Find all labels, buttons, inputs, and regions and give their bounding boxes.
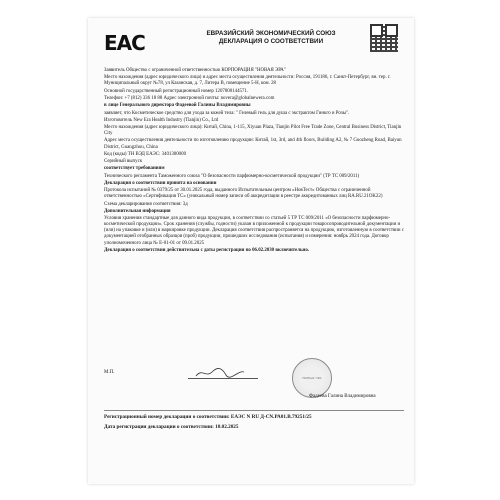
additional-title: Дополнительная информация — [104, 208, 171, 214]
qr-code-icon — [370, 24, 398, 52]
registration-number-row — [104, 414, 404, 421]
applicant-representative: в лице Генерального директора Фадеевой Галины Владимировны — [104, 103, 251, 109]
applicant-section — [104, 68, 404, 255]
header-document-title: ДЕКЛАРАЦИЯ О СООТВЕТСТВИИ — [218, 38, 324, 45]
header-union-title: ЕВРАЗИЙСКИЙ ЭКОНОМИЧЕСКИЙ СОЮЗ — [206, 30, 336, 37]
applicant-ogrn: Основной государственный регистрационный номер 1207800144571. — [104, 88, 249, 94]
scheme-text: Схема декларирования соответствия: 3д — [104, 201, 188, 207]
basis-text: Протокола испытаний № 0379/25 от 30.01.2025 года, выданного Испытательным центром «НовТест» Общества с ограниченной ответственностью «Сертификация ТС» (уникальный номер записи об аккредитации в реестре аккредитованных лиц RA.RU.21OK22) — [104, 188, 383, 200]
applicant-address: Место нахождения (адрес юридического лица) и адрес места осуществления деятельности: Россия, 191186, г. Санкт-Петербург, вн. тер. г. Муниципальный округ №78, ул Казанская, д. 7, Литера В, помещение 5-Н, ком. 28 — [104, 75, 391, 87]
tnved-code: Код (коды) ТН ВЭД ЕАЭС: 3401300000 — [104, 151, 187, 157]
eac-logo: EAC — [104, 31, 145, 55]
registration-number-label: Регистрационный номер декларации о соответствии: — [104, 414, 230, 420]
stamp-text: НОВАЯ ЭРА — [302, 375, 322, 380]
registration-date-label: Дата регистрации декларации о соответствии: — [104, 424, 214, 430]
validity-text: Декларация о соответствии действительна с даты регистрации по 06.02.2030 включительно. — [104, 247, 310, 253]
manufacturer-address: Место нахождения (адрес юридического лица): Китай, China, 1-115, Xiyuan Plaza, Tianjin Pilot Free Trade Zone, Central Business District, Tianjin City — [104, 125, 402, 137]
product-declaration: заявляет, что Косметическое средство для ухода за кожей тела: " Гелевый гель для душа с экстрактом Гинкго и Розы". — [104, 110, 350, 116]
registration-number: ЕАЭС N RU Д-CN.РА01.В.79251/25 — [230, 414, 312, 420]
signatory-name: Фадеева Галина Владимировна — [309, 394, 376, 399]
production-type: Серийный выпуск — [104, 159, 143, 165]
requirements-title: соответствует требованиям — [104, 166, 165, 172]
applicant-contacts: Телефон: +7 (812) 336 18 88 Адрес электронной почты: novera@globalnewera.com — [104, 95, 275, 101]
signature-block — [104, 358, 404, 402]
divider — [104, 410, 404, 411]
registration-date: 10.02.2025 — [215, 424, 239, 430]
requirements-text: Технического регламента Таможенного союза "О безопасности парфюмерно-косметической продукции" (ТР ТС 009/2011) — [104, 173, 360, 179]
manufacturer-name: Изготовитель New Era Health Industry (Tianjin) Co., Ltd — [104, 117, 219, 123]
company-stamp — [292, 358, 332, 398]
registration-date-row — [104, 424, 404, 431]
signature-line — [188, 378, 258, 379]
additional-text: Условия хранения стандартные для данного вида продукции, в соответствии со статьей 5 ТР ТС 009/2011 «О безопасности парфюмерно-косметической продукции». Срок хранения (службы, годности) указан в приложенной к продукции товаросопроводительной документации и (или) на упаковке и (или) в маркировке продукции. Декларация соответствия распространяется на продукцию, изготовленную в соответствии с документацией отобранных образцов (проб) продукции, прошедших исследования (испытания) и измерения: ноябрь 2024 года. Договор уполномоченного лица № Е-01-01 от 09.01.2025 — [104, 216, 404, 246]
manufacturer-production-address: Адрес места осуществления деятельности по изготовлению продукции: Китай, 1st, 3rd, and 4th floors, Building A2, № 7 Guozheng Road, Baiyun District, Guangzhou, China — [104, 138, 402, 150]
document-header — [176, 30, 366, 46]
seal-label: М.П. — [104, 370, 115, 375]
applicant-name: Заявитель Общество с ограниченной ответственностью КОРПОРАЦИЯ "НОВАЯ ЭРА" — [104, 68, 286, 73]
basis-title: Декларация о соответствии принята на основании — [104, 180, 217, 186]
